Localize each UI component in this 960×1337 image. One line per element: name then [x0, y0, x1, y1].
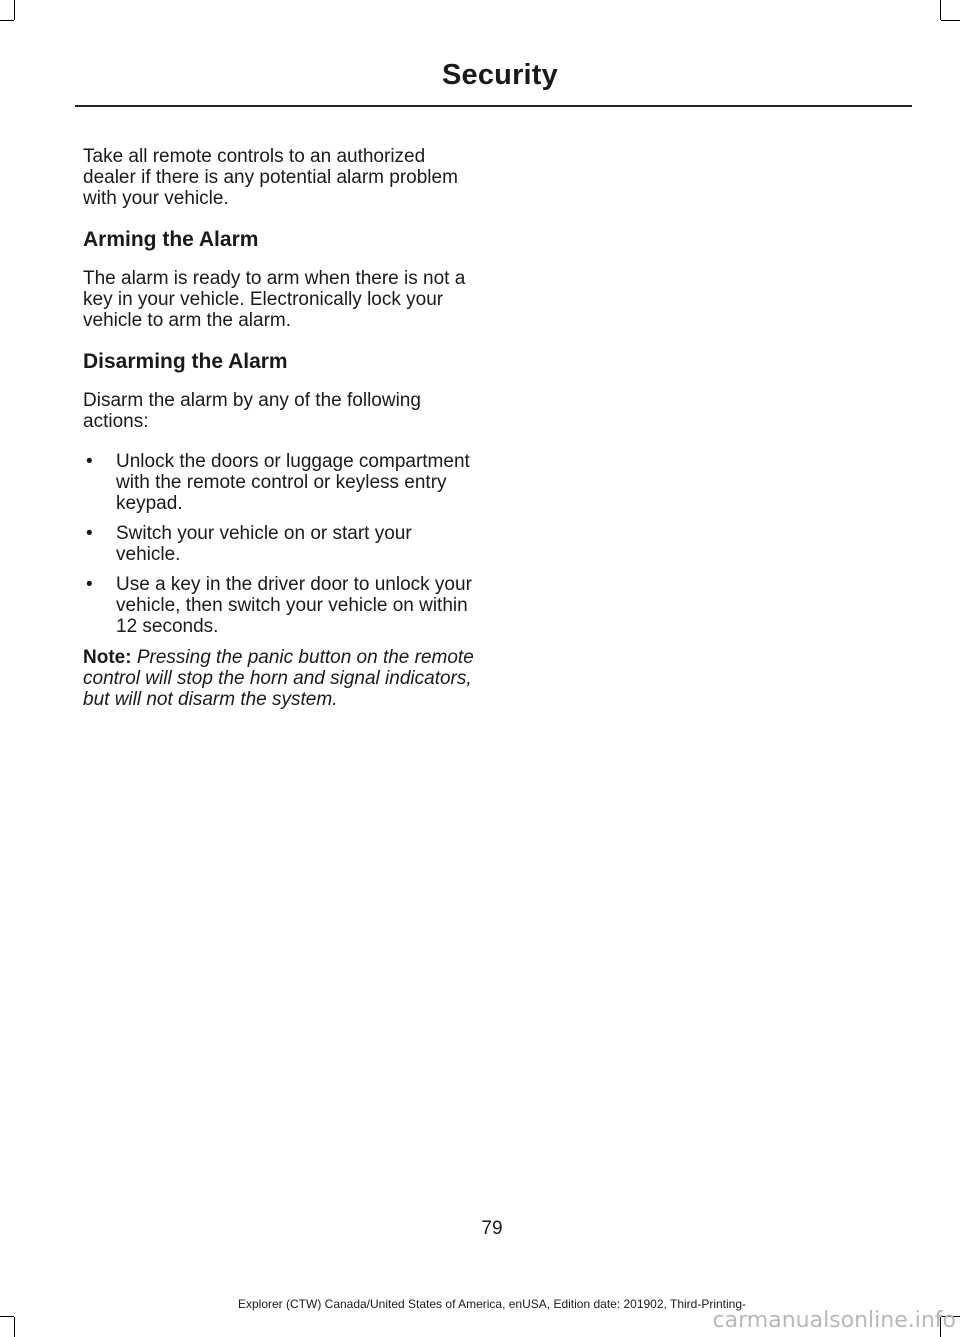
- note-text: Pressing the panic button on the remote control will stop the horn and signal indicators, but will not disarm the system.: [83, 647, 474, 710]
- disarming-paragraph: Disarm the alarm by any of the following actions:: [83, 390, 421, 432]
- bullet-icon: •: [86, 523, 93, 544]
- note-label: Note:: [83, 647, 132, 668]
- list-item: [83, 523, 478, 565]
- crop-mark: [940, 0, 941, 20]
- disarm-actions-list: [83, 451, 478, 637]
- header-divider: [75, 105, 912, 107]
- bullet-icon: •: [86, 574, 93, 595]
- disarming-heading: Disarming the Alarm: [83, 350, 288, 373]
- crop-mark: [14, 1317, 15, 1337]
- list-item: [83, 451, 478, 514]
- arming-paragraph: The alarm is ready to arm when there is not a key in your vehicle. Electronically lock your vehicle to arm the alarm.: [83, 268, 466, 331]
- list-item-text: Switch your vehicle on or start your vehicle.: [116, 523, 412, 565]
- page-content: [83, 146, 478, 729]
- edition-footer: Explorer (CTW) Canada/United States of America, enUSA, Edition date: 201902, Third-Printing-: [237, 1297, 747, 1311]
- note-paragraph: [83, 647, 478, 710]
- arming-heading: Arming the Alarm: [83, 228, 259, 251]
- crop-mark: [941, 20, 960, 21]
- crop-mark: [0, 20, 14, 21]
- intro-paragraph: Take all remote controls to an authorized dealer if there is any potential alarm problem with your vehicle.: [83, 146, 458, 209]
- watermark: carmanualsonline.info: [712, 1308, 956, 1333]
- crop-mark: [0, 1316, 14, 1317]
- section-title: Security: [441, 59, 558, 91]
- page-number: 79: [481, 1218, 503, 1239]
- crop-mark: [14, 0, 15, 20]
- bullet-icon: •: [86, 451, 93, 472]
- list-item: [83, 574, 478, 637]
- list-item-text: Use a key in the driver door to unlock your vehicle, then switch your vehicle on within 12 seconds.: [116, 574, 472, 637]
- list-item-text: Unlock the doors or luggage compartment with the remote control or keyless entry keypad.: [116, 451, 470, 514]
